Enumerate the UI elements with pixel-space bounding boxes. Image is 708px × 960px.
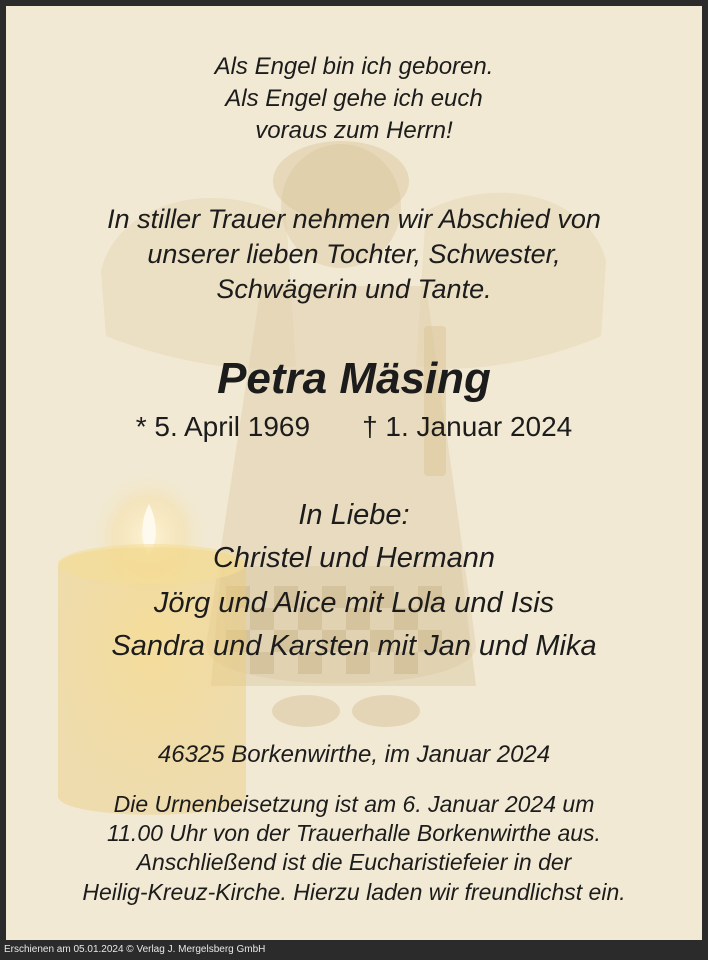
birth-date: * 5. April 1969 (135, 411, 311, 442)
intro-line: unserer lieben Tochter, Schwester, (147, 239, 561, 269)
verse-line: voraus zum Herrn! (255, 117, 453, 144)
mourner-line: Christel und Hermann (212, 542, 496, 574)
life-dates (6, 410, 702, 444)
funeral-info-line: Anschließend ist die Eucharistiefeier in der (136, 849, 572, 875)
funeral-info-line: Heilig-Kreuz-Kirche. Hierzu laden wir freundlichst ein. (82, 879, 626, 905)
verse-line: Als Engel gehe ich euch (225, 85, 483, 112)
funeral-info-line: 11.00 Uhr von der Trauerhalle Borkenwirthe aus. (107, 820, 601, 846)
place-date: 46325 Borkenwirthe, im Januar 2024 (157, 741, 551, 768)
intro-line: Schwägerin und Tante. (216, 274, 492, 304)
mourner-line: Jörg und Alice mit Lola und Isis (153, 587, 555, 619)
funeral-info-line: Die Urnenbeisetzung ist am 6. Januar 2024 um (113, 791, 595, 817)
mourner-line: Sandra und Karsten mit Jan und Mika (111, 630, 597, 662)
death-date: † 1. Januar 2024 (362, 411, 573, 442)
notice-text (6, 6, 702, 940)
publication-footer: Erschienen am 05.01.2024 © Verlag J. Mergelsberg GmbH (4, 944, 266, 955)
intro-line: In stiller Trauer nehmen wir Abschied von (107, 204, 601, 234)
obituary-notice (6, 6, 702, 940)
deceased-name: Petra Mäsing (217, 354, 491, 403)
mourners-heading: In Liebe: (298, 499, 410, 531)
verse-line: Als Engel bin ich geboren. (214, 53, 494, 80)
